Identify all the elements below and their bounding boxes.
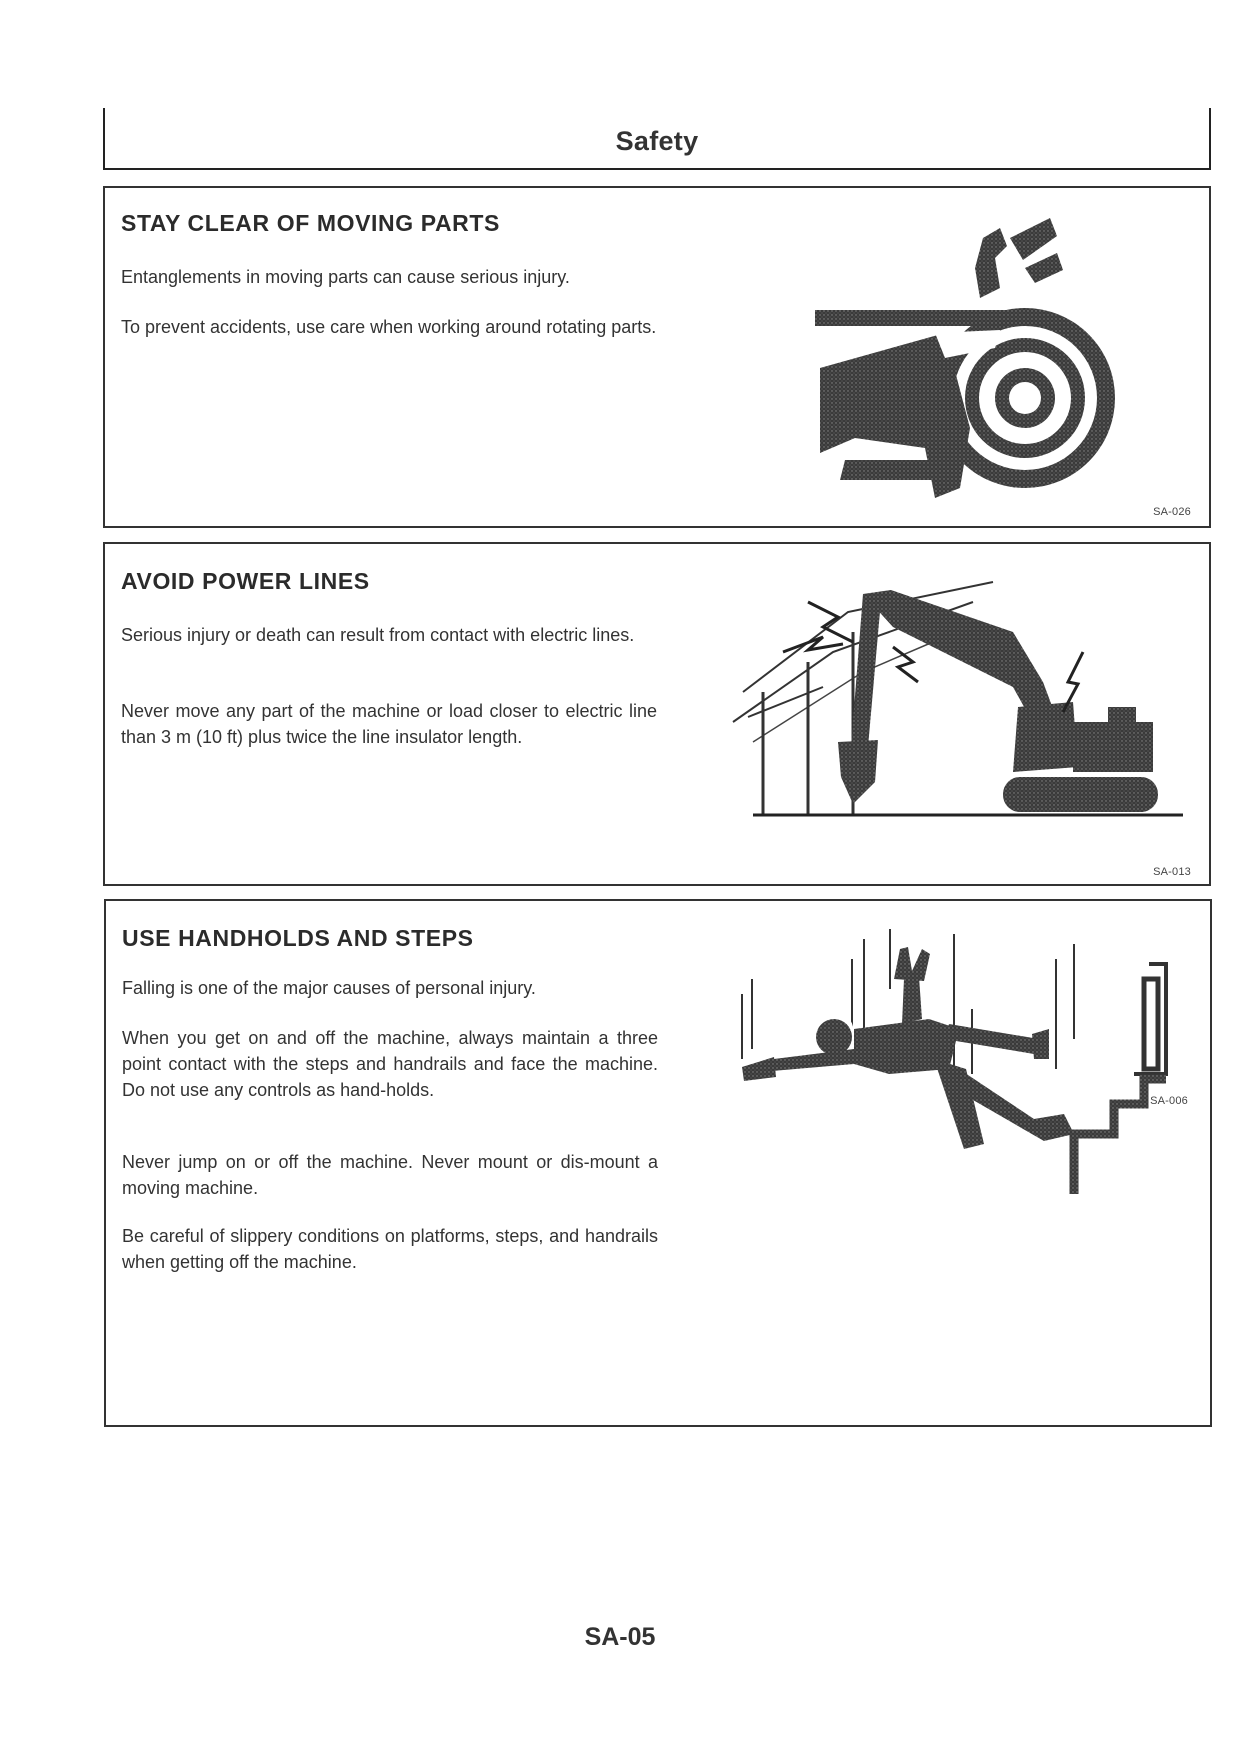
section-title: USE HANDHOLDS AND STEPS: [122, 925, 474, 951]
moving-parts-entanglement-icon: [795, 198, 1125, 498]
section-paragraph: Be careful of slippery conditions on platforms, steps, and handrails when getting off the machine.: [122, 1226, 658, 1272]
section-handholds-steps: [104, 899, 1212, 1427]
section-title: STAY CLEAR OF MOVING PARTS: [121, 210, 500, 236]
page-header: [103, 108, 1211, 170]
section-moving-parts: [103, 186, 1211, 528]
section-paragraph: When you get on and off the machine, always maintain a three point contact with the steps and handrails and face the machine. Do not use any controls as hand-holds.: [122, 1028, 658, 1100]
section-paragraph: Never jump on or off the machine. Never mount or dis-mount a moving machine.: [122, 1152, 658, 1198]
page-title: Safety: [615, 126, 699, 156]
section-power-lines: [103, 542, 1211, 886]
figure-code: SA-026: [1153, 506, 1191, 518]
section-paragraph: Entanglements in moving parts can cause serious injury.: [121, 267, 570, 287]
section-paragraph: Never move any part of the machine or load closer to electric line than 3 m (10 ft) plus twice the line insulator length.: [121, 701, 657, 747]
excavator-power-line-icon: [713, 572, 1193, 852]
figure-code: SA-013: [1153, 866, 1191, 878]
section-title: AVOID POWER LINES: [121, 568, 370, 594]
section-paragraph: Falling is one of the major causes of personal injury.: [122, 978, 536, 998]
page-number: SA-05: [584, 1623, 656, 1651]
falling-person-icon: [704, 919, 1198, 1199]
section-paragraph: To prevent accidents, use care when working around rotating parts.: [121, 317, 657, 337]
figure-code: SA-006: [1150, 1095, 1188, 1107]
section-paragraph: Serious injury or death can result from contact with electric lines.: [121, 625, 635, 645]
